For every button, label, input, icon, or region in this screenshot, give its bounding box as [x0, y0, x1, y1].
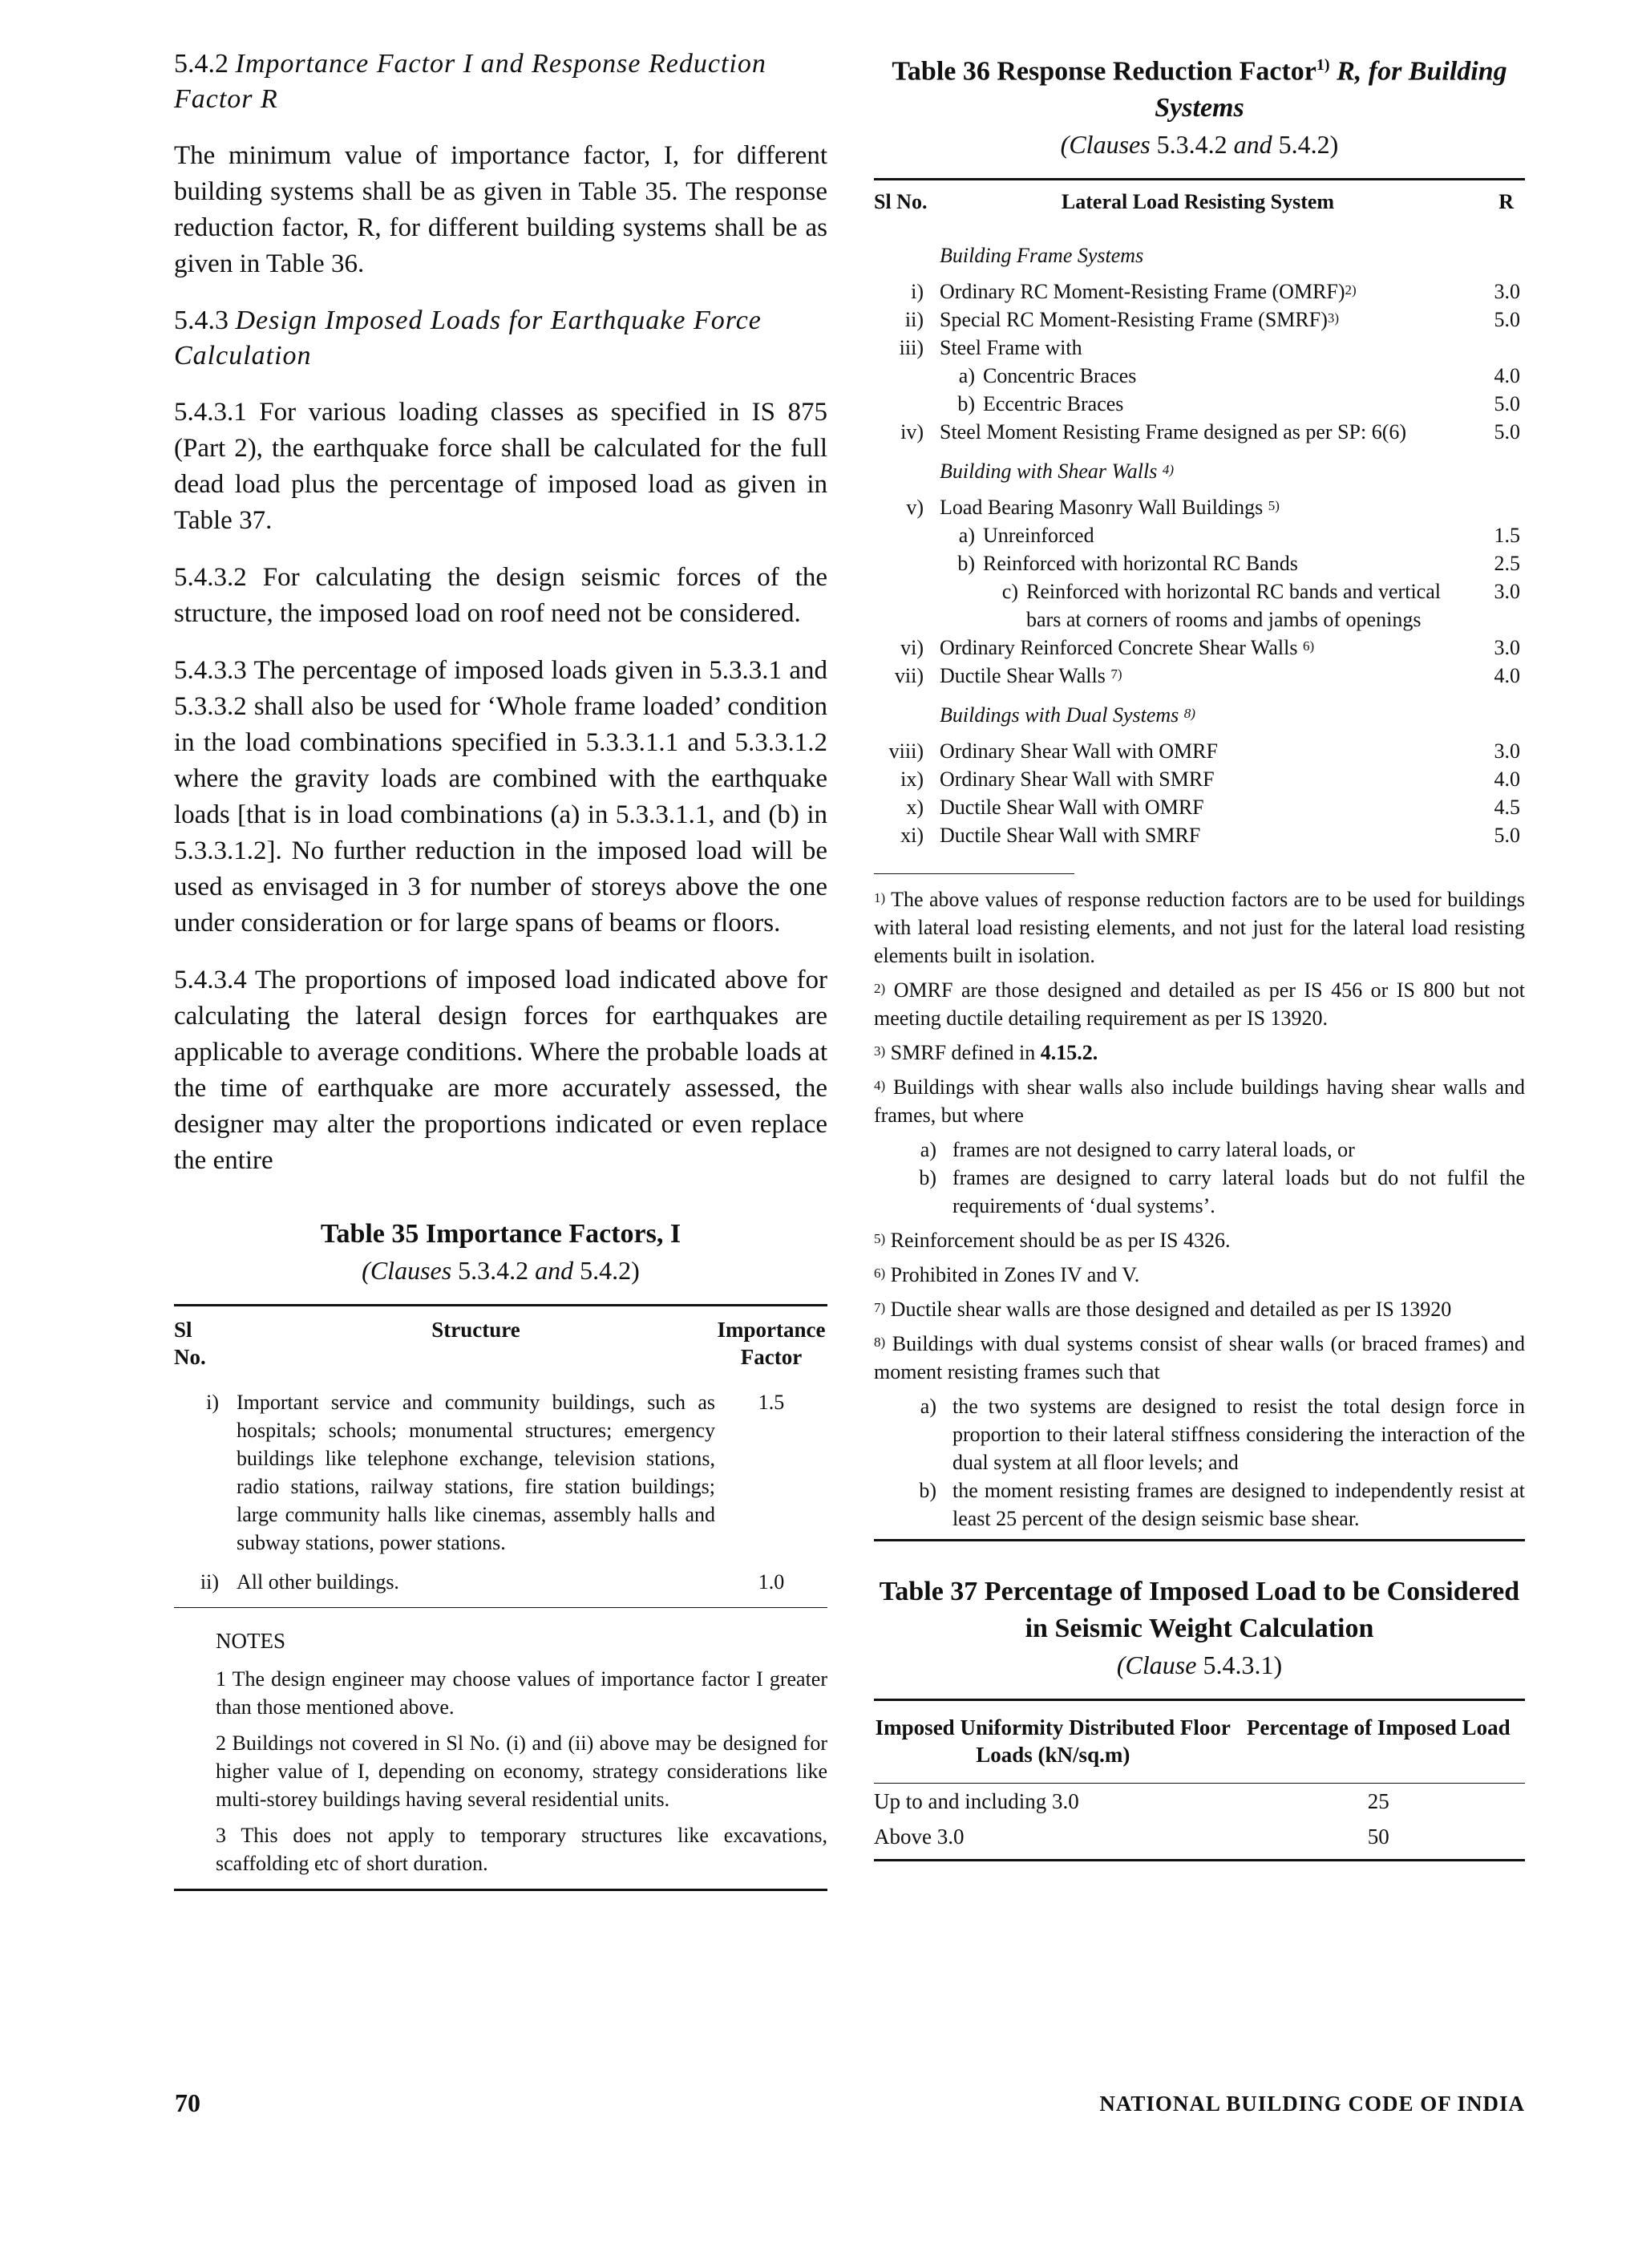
footnote-6: $^{6)}$ Prohibited in Zones IV and V.	[874, 1263, 1140, 1287]
table-row: a) Unreinforced 1.5	[958, 524, 1520, 548]
list-item: b) the moment resisting frames are designed to independently resist at least 25 percent of the design seismic base shear.	[919, 1479, 1525, 1531]
heading-5-4-2-title: Importance Factor I and Response Reduction Factor R	[174, 49, 766, 114]
table-36-group-shear: Building with Shear Walls $^{4)}$	[940, 460, 1175, 484]
heading-5-4-3-title: Design Imposed Loads for Earthquake Force Calculation	[174, 306, 762, 371]
table-row: vi) Ordinary Reinforced Concrete Shear Walls $^{6)}$ 3.0	[900, 636, 1520, 660]
para-5-4-3-2: 5.4.3.2 For calculating the design seismic forces of the structure, the imposed load on roof need not be considered.	[174, 563, 828, 628]
footnote-1: $^{1)}$ The above values of response reduction factors are to be used for buildings with lateral load resisting elements, and not just for the lateral load resisting elements built in isolation.	[874, 888, 1526, 968]
footnote-8-list	[874, 1392, 1525, 1533]
table-36-clauses: (Clauses 5.3.4.2 and 5.4.2)	[1060, 130, 1339, 160]
table-row: ix) Ordinary Shear Wall with SMRF 4.0	[900, 767, 1520, 792]
para-5-4-2: The minimum value of importance factor, I, for different building systems shall be as given in Table 35. The response reduction factor, R, for different building systems shall be as given in Table 36.	[174, 141, 827, 278]
table-row: ii) All other buildings. 1.0	[200, 1570, 785, 1594]
table-36-col-r: R	[1498, 190, 1514, 214]
list-item: b) frames are designed to carry lateral loads but do not fulfil the requirements of ‘dual systems’.	[919, 1166, 1525, 1218]
table-row: iii) Steel Frame with	[899, 336, 1082, 360]
footnote-8: $^{8)}$ Buildings with dual systems consist of shear walls (or braced frames) and moment resisting frames such that	[874, 1332, 1525, 1384]
footnote-4: $^{4)}$ Buildings with shear walls also include buildings having shear walls and frames, but where	[874, 1075, 1525, 1128]
table-36-col-system: Lateral Load Resisting System	[1061, 190, 1335, 214]
footnote-7: $^{7)}$ Ductile shear walls are those designed and detailed as per IS 13920	[874, 1298, 1452, 1322]
table-37-col-pct: Percentage of Imposed Load	[1246, 1715, 1511, 1740]
table-row: v) Load Bearing Masonry Wall Buildings $^{5)}$	[906, 496, 1280, 520]
table-37-col-load: Imposed Uniformity Distributed Floor Loads (kN/sq.m)	[875, 1715, 1231, 1768]
table-36-col-sl: Sl No.	[874, 190, 928, 214]
table-row: vii) Ductile Shear Walls $^{7)}$ 4.0	[894, 664, 1520, 688]
table-row: b) Reinforced with horizontal RC Bands 2.5	[957, 552, 1520, 576]
para-5-4-3-4: 5.4.3.4 The proportions of imposed load indicated above for calculating the lateral design forces for earthquakes are applicable to average conditions. Where the probable loads at the time of earthquake are more accurately assessed, the designer may alter the proportions indicated or even replace the entire	[174, 966, 828, 1175]
table-row: ii) Special RC Moment-Resisting Frame (SMRF)$^{3)}$ 5.0	[904, 308, 1520, 332]
footnote-4-list	[874, 1136, 1525, 1220]
table-37-header-row	[874, 1701, 1525, 1784]
table-row: Above 3.0 50	[874, 1825, 1389, 1849]
note-2: 2 Buildings not covered in Sl No. (i) and (ii) above may be designed for higher value of I, depending on economy, strategy considerations like multi-storey buildings having several residential units.	[216, 1731, 827, 1811]
table-35-col-factor: Importance Factor	[717, 1318, 826, 1369]
para-5-4-3-1: 5.4.3.1 For various loading classes as specified in IS 875 (Part 2), the earthquake force shall be calculated for the full dead load plus the percentage of imposed load as given in Table 37.	[174, 398, 828, 535]
table-36-title: Table 36 Response Reduction Factor$^{1)}$ R, for Building Systems	[892, 56, 1507, 124]
table-row: a) Concentric Braces 4.0	[958, 364, 1520, 388]
table-37-bottom-rule	[874, 1859, 1525, 1861]
table-36-group-dual: Buildings with Dual Systems $^{8)}$	[940, 703, 1195, 727]
table-row: viii) Ordinary Shear Wall with OMRF 3.0	[888, 739, 1520, 763]
table-row: c) Reinforced with horizontal RC bands and vertical bars at corners of rooms and jambs of openings 3.0	[1001, 580, 1520, 632]
table-row: Up to and including 3.0 25	[874, 1789, 1389, 1814]
table-row: iv) Steel Moment Resisting Frame designed as per SP: 6(6) 5.0	[900, 420, 1520, 444]
footnote-5: $^{5)}$ Reinforcement should be as per IS 4326.	[874, 1229, 1231, 1253]
right-column	[874, 47, 1525, 1861]
running-footer-title: NATIONAL BUILDING CODE OF INDIA	[1099, 2092, 1525, 2116]
footnote-3: $^{3)}$ SMRF defined in 4.15.2.	[874, 1041, 1098, 1065]
table-36-group-frame: Building Frame Systems	[940, 244, 1144, 268]
note-3: 3 This does not apply to temporary structures like excavations, scaffolding etc of short duration.	[216, 1824, 827, 1875]
table-36-header-row	[874, 180, 1525, 230]
table-35-col-structure: Structure	[431, 1318, 520, 1342]
table-35-title: Table 35 Importance Factors, I	[320, 1219, 681, 1249]
table-35-clauses: (Clauses 5.3.4.2 and 5.4.2)	[362, 1256, 640, 1285]
table-35-mid-rule	[174, 1607, 827, 1608]
footnote-2: $^{2)}$ OMRF are those designed and detailed as per IS 456 or IS 800 but not meeting ductile detailing requirement as per IS 13920.	[874, 978, 1525, 1031]
heading-5-4-2: 5.4.2 Importance Factor I and Response Reduction Factor R	[174, 49, 766, 114]
notes-heading: NOTES	[216, 1629, 285, 1653]
table-row: i) Important service and community buildings, such as hospitals; schools; monumental structures; emergency buildings like telephone exchange, television stations, radio stations, railway stations, fire station buildings; large community halls like cinemas, assembly halls and subway stations, power stations. 1.5	[206, 1391, 785, 1554]
table-37-clauses: (Clause 5.4.3.1)	[1116, 1650, 1283, 1680]
note-1: 1 The design engineer may choose values of importance factor I greater than those mentioned above.	[216, 1667, 827, 1719]
table-row: x) Ductile Shear Wall with OMRF 4.5	[906, 796, 1520, 820]
left-column	[174, 47, 827, 1891]
table-35-col-sl: Sl No.	[174, 1318, 206, 1369]
page-number: 70	[175, 2088, 200, 2117]
table-row: b) Eccentric Braces 5.0	[957, 392, 1520, 416]
table-row: i) Ordinary RC Moment-Resisting Frame (OMRF)$^{2)}$ 3.0	[911, 280, 1520, 304]
table-36	[874, 180, 1525, 849]
table-35	[174, 1306, 827, 1607]
list-item: a) frames are not designed to carry lateral loads, or	[920, 1138, 1355, 1162]
para-5-4-3-3: 5.4.3.3 The percentage of imposed loads given in 5.3.3.1 and 5.3.3.2 shall also be used for ‘Whole frame loaded’ condition in the load combinations specified in 5.3.3.1.1 and 5.3.3.1.2 where the gravity loads are combined with the earthquake loads [that is in load combinations (a) in 5.3.3.1.1, and (b) in 5.3.3.1.2]. No further reduction in the imposed load will be used as envisaged in 3 for number of storeys above the one under consideration or for large spans of beams or floors.	[174, 656, 827, 938]
table-row: xi) Ductile Shear Wall with SMRF 5.0	[900, 824, 1520, 848]
list-item: a) the two systems are designed to resist the total design force in proportion to their lateral stiffness considering the interaction of the dual system at all floor levels; and	[920, 1395, 1525, 1475]
table-35-bottom-rule	[174, 1889, 827, 1891]
table-37	[874, 1701, 1525, 1854]
table-35-header-row	[174, 1306, 827, 1388]
heading-5-4-3: 5.4.3 Design Imposed Loads for Earthquake Force Calculation	[174, 306, 762, 371]
footnote-rule	[874, 873, 1074, 874]
table-37-title: Table 37 Percentage of Imposed Load to be Considered in Seismic Weight Calculation	[879, 1577, 1520, 1644]
